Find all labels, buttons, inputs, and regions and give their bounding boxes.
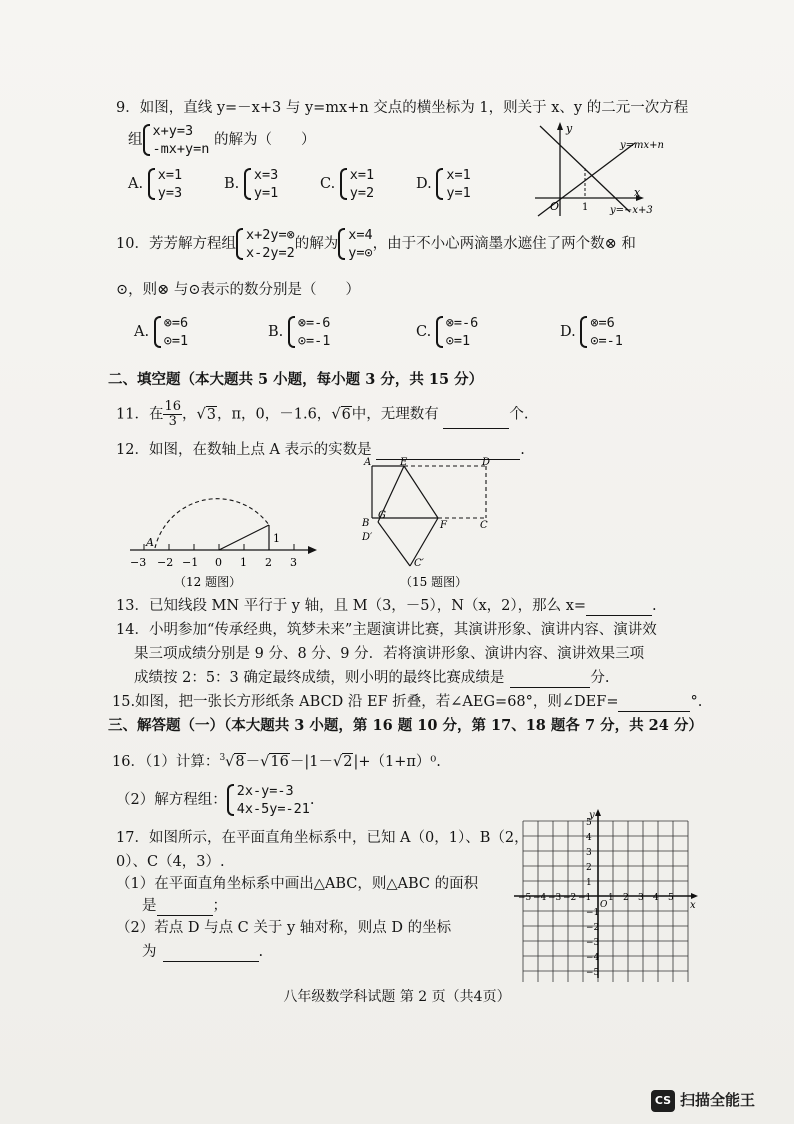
q15: 15.如图，把一张长方形纸条 ABCD 沿 EF 折叠，若∠AEG=68°，则∠DEF= °. <box>112 694 703 710</box>
svg-text:B: B <box>362 518 370 529</box>
fold-line-ef <box>404 466 438 518</box>
svg-text:C′: C′ <box>414 558 424 569</box>
x-tick-label: −1 <box>578 893 592 903</box>
q17-coordinate-grid <box>510 808 702 982</box>
x-tick-label: 5 <box>668 893 674 903</box>
y-tick-label: 5 <box>586 818 592 828</box>
q12: 12．如图，在数轴上点 A 表示的实数是 . <box>116 442 525 458</box>
tick-neg1: −1 <box>182 556 199 569</box>
svg-text:D: D <box>482 457 491 468</box>
x-tick-label: −5 <box>518 893 532 903</box>
q10-option-b[interactable]: B. ⊗=-6 ⊙=-1 <box>268 315 331 349</box>
tick-3: 3 <box>290 556 297 569</box>
tick-neg3: −3 <box>130 556 147 569</box>
x-tick-label: −2 <box>563 893 577 903</box>
x-axis-arrow <box>691 893 698 899</box>
q17-line3: （1）在平面直角坐标系中画出△ABC，则△ABC 的面积 <box>116 876 479 892</box>
origin-label: O <box>550 200 560 213</box>
y-tick-label: −3 <box>586 938 600 948</box>
q10-line2: ⊙，则⊗ 与⊙表示的数分别是（ ） <box>116 282 361 298</box>
q10-stem: 10．芳芳解方程组 x+2y=⊗ x-2y=2 的解为 x=4 y=⊙ ，由于不小心两滴墨水遮住了两个数⊗ 和 <box>116 227 636 261</box>
q10-solution: x=4 y=⊙ <box>338 226 372 262</box>
q14-line2: 果三项成绩分别是 9 分、8 分、9 分．若将演讲形象、演讲内容、演讲效果三项 <box>134 646 645 662</box>
origin-label: O <box>600 900 608 910</box>
q9-option-c[interactable]: C. x=1 y=2 <box>320 167 375 201</box>
scanner-logo-icon: CS <box>651 1090 675 1112</box>
section-2-heading: 二、填空题（本大题共 5 小题，每小题 3 分，共 15 分） <box>108 371 484 388</box>
y-tick-label: −4 <box>586 953 600 963</box>
q16-system: 2x-y=-3 4x-5y=-21 <box>227 782 310 818</box>
q10-option-d[interactable]: D. ⊗=6 ⊙=-1 <box>560 315 623 349</box>
q9-option-d[interactable]: D. x=1 y=1 <box>416 167 471 201</box>
q15-fold-figure <box>358 456 498 592</box>
x-axis-label: x <box>690 900 696 911</box>
q9-system: x+y=3 -mx+y=n <box>143 122 210 158</box>
tick-neg2: −2 <box>157 556 174 569</box>
y-tick-label: −5 <box>586 968 600 978</box>
y-tick-label: −1 <box>586 908 600 918</box>
q17-line5: （2）若点 D 与点 C 关于 y 轴对称，则点 D 的坐标 <box>116 920 452 936</box>
page-footer: 八年级数学科试题 第 2 页（共4页） <box>283 989 511 1005</box>
q10-option-a[interactable]: A. ⊗=6 ⊙=1 <box>134 315 189 349</box>
q15-caption: （15 题图） <box>400 575 468 589</box>
one-label: 1 <box>582 202 589 213</box>
y-tick-label: 4 <box>586 833 592 843</box>
q10-option-c[interactable]: C. ⊗=-6 ⊙=1 <box>416 315 479 349</box>
q17-coordinate-blank[interactable] <box>163 945 259 962</box>
arc <box>155 499 269 548</box>
q11: 11．在 $\frac{16}{3}$ ，√3，π，0，－1.6，√6中，无理数有 个. <box>116 399 529 429</box>
scanner-app-name: 扫描全能王 <box>680 1091 756 1109</box>
x-tick-label: −4 <box>533 893 547 903</box>
svg-text:E: E <box>400 457 408 468</box>
svg-text:C: C <box>480 520 488 531</box>
line-a-label: y=mx+n <box>620 140 664 151</box>
x-tick-label: 1 <box>608 893 614 903</box>
q14-line1: 14．小明参加“传承经典，筑梦未来”主题演讲比赛，其演讲形象、演讲内容、演讲效 <box>116 622 657 638</box>
x-tick-label: −3 <box>548 893 562 903</box>
y-tick-label: 2 <box>586 863 592 873</box>
q17-area-blank[interactable] <box>157 899 213 916</box>
q11-answer-blank[interactable] <box>443 412 509 429</box>
q15-answer-blank[interactable] <box>618 695 690 712</box>
y-label: y <box>566 122 573 135</box>
q14-line3: 成绩按 2：5：3 确定最终成绩，则小明的最终比赛成绩是 分. <box>134 670 610 686</box>
q9-option-b[interactable]: B. x=3 y=1 <box>224 167 279 201</box>
y-tick-label: 3 <box>586 848 592 858</box>
q14-answer-blank[interactable] <box>510 671 590 688</box>
tick-1: 1 <box>240 556 247 569</box>
y-tick-label: −2 <box>586 923 600 933</box>
q17-line4: 是 ； <box>142 898 227 914</box>
q12-caption: （12 题图） <box>174 575 242 589</box>
q16-part2: （2）解方程组： 2x-y=-3 4x-5y=-21 . <box>116 783 315 817</box>
tick-2: 2 <box>265 556 272 569</box>
q9-option-a[interactable]: A. x=1 y=3 <box>128 167 183 201</box>
q17-line2: 0）、C（4，3）. <box>116 854 225 870</box>
q13: 13．已知线段 MN 平行于 y 轴，且 M（3，－5），N（x，2），那么 x= . <box>116 598 657 614</box>
fraction-16-3: $\frac{16}{3}$ <box>164 399 181 429</box>
q17-line1: 17．如图所示，在平面直角坐标系中，已知 A（0，1）、B（2， <box>116 830 529 846</box>
y-axis-label: y <box>589 810 595 821</box>
svg-text:A: A <box>364 457 372 468</box>
segment-label: 1 <box>273 532 280 545</box>
q16-part1: 16．（1）计算：$^3$√8－√16－|1－√2|+（1+π）⁰. <box>112 753 441 770</box>
y-axis-arrow <box>595 809 601 816</box>
x-label: x <box>634 186 641 199</box>
q12-number-line-figure <box>124 492 324 592</box>
svg-text:F: F <box>440 520 447 531</box>
svg-text:G: G <box>378 510 386 521</box>
q9-system-line: 组 x+y=3 -mx+y=n 的解为（ ） <box>128 123 316 157</box>
q17-line6: 为 . <box>142 944 264 960</box>
x-tick-label: 4 <box>653 893 659 903</box>
section-3-heading: 三、解答题（一）（本大题共 3 小题，第 16 题 10 分，第 17、18 题各 7 分，共 24 分） <box>108 717 703 734</box>
q9-figure <box>530 118 695 220</box>
svg-text:D′: D′ <box>362 532 373 543</box>
x-tick-label: 2 <box>623 893 629 903</box>
q10-system: x+2y=⊗ x-2y=2 <box>236 226 295 262</box>
number-line-arrow <box>308 546 317 554</box>
y-tick-label: 1 <box>586 878 592 888</box>
point-a-label: A <box>146 536 154 549</box>
q13-answer-blank[interactable] <box>586 599 652 616</box>
line-b-label: y=−x+3 <box>610 205 653 216</box>
tick-0: 0 <box>215 556 222 569</box>
q9-stem: 9．如图，直线 y=－x+3 与 y=mx+n 交点的横坐标为 1，则关于 x、y 的二元一次方程 <box>116 100 689 116</box>
x-tick-label: 3 <box>638 893 644 903</box>
y-axis-arrow <box>557 122 563 130</box>
